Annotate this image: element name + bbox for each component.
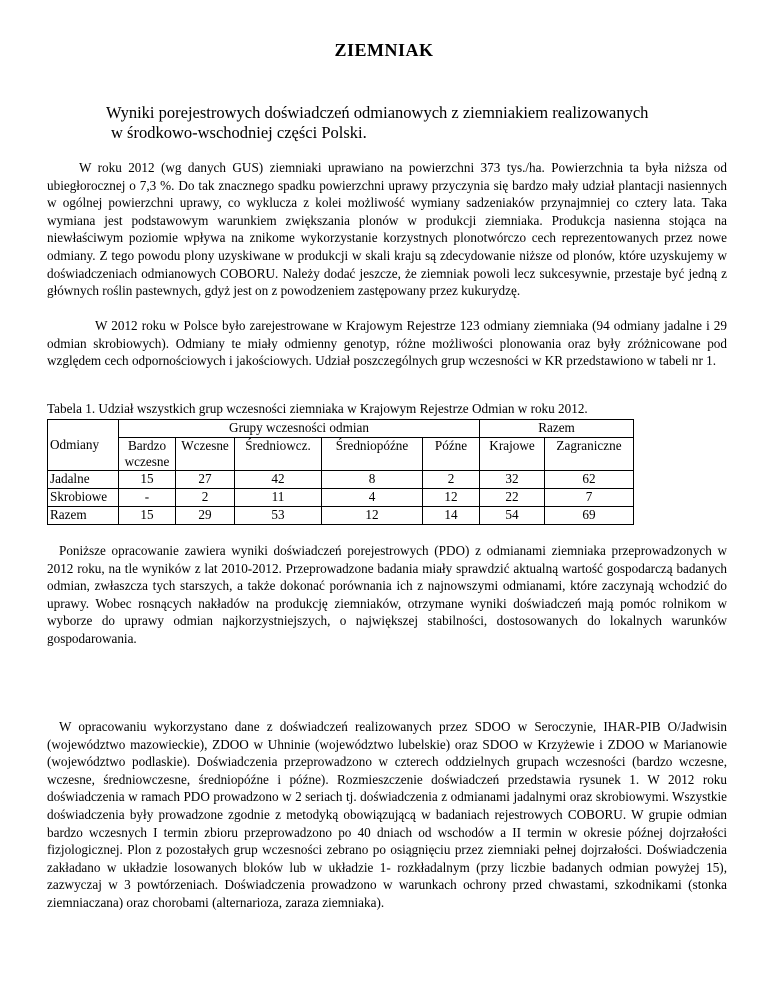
row-label: Skrobiowe — [48, 489, 119, 507]
table-col-wczesne: Wczesne — [176, 438, 235, 471]
table-cell: 29 — [176, 507, 235, 525]
table-cell: 12 — [322, 507, 423, 525]
table-header-groups: Grupy wczesności odmian — [119, 420, 480, 438]
table-col-sredniowczesne: Średniowcz. — [235, 438, 322, 471]
paragraph-1: W roku 2012 (wg danych GUS) ziemniaki uprawiano na powierzchni 373 tys./ha. Powierzchnia ta była niższa od ubiegłorocznej o 7,3 %. Do tak znacznego spadku powierzchni uprawy przyczynia się bardzo mały udział plantacji nasiennych w ogólnej powierzchni uprawy, co wyklucza z kolei możliwość wymiany sadzeniaków przynajmniej co cztery lata. Taka wymiana jest podstawowym warunkiem zwiększania plonów w produkcji ziemniaka. Produkcja nasienna stojąca na niewłaściwym poziomie wpływa na znikome wykorzystanie korzystnych plonotwórczo cech reprezentowanych przez nowe odmiany. Z tego powodu plony uzyskiwane w produkcji w skali kraju są zdecydowanie niższe od plonów, które uzyskujemy w doświadczeniach odmianowych COBORU. Należy dodać jeszcze, że ziemniak powoli lecz sukcesywnie, przestaje być jedną z głównych roślin pastewnych, gdyż jest on z powodzeniem zastępowany przez kukurydzę. — [47, 160, 727, 299]
subtitle-line-1: Wyniki porejestrowych doświadczeń odmianowych z ziemniakiem realizowanych — [106, 103, 649, 122]
paragraph-4: W opracowaniu wykorzystano dane z doświadczeń realizowanych przez SDOO w Seroczynie, IHAR-PIB O/Jadwisin (województwo mazowieckie), ZDOO w Uhninie (województwo lubelskie) oraz SDOO w Krzyżewie i ZDOO w Marianowie (województwo podlaskie). Doświadczenia przeprowadzono w czterech oddzielnych grupach wczesności (bardzo wczesne, wczesne, średniowczesne, średniopóźne i późne). Rozmieszczenie doświadczeń przedstawia rysunek 1. W 2012 roku doświadczenia w ramach PDO prowadzono w 2 seriach tj. doświadczenia z odmianami jadalnymi oraz skrobiowymi. Wszystkie doświadczenia były prowadzone zgodnie z metodyką obowiązującą w badaniach rejestrowych COBORU. W grupie odmian bardzo wczesnych I termin zbioru przeprowadzono po 40 dniach od wschodów a II termin w okresie późnej dojrzałości fizjologicznej. Plon z pozostałych grup wczesności zebrano po osiągnięciu przez ziemniaki pełnej dojrzałości. Doświadczenia zakładano w układzie losowanych bloków lub w układzie 1- rozkładalnym (przy liczbie badanych odmian powyżej 15), zazwyczaj w 3 powtórzeniach. Doświadczenia prowadzono w warunkach ochrony przed chwastami, szkodnikami (stonka ziemniaczana) oraz chorobami (alternarioza, zaraza ziemniaka). — [47, 719, 727, 910]
table-cell: 7 — [545, 489, 634, 507]
paragraph-2: W 2012 roku w Polsce było zarejestrowane w Krajowym Rejestrze 123 odmiany ziemniaka (94 odmiany jadalne i 29 odmian skrobiowych). Odmiany te miały odmienny genotyp, różne możliwości plonowania oraz były zróżnicowane pod względem cech odpornościowych i jakościowych. Udział poszczególnych grup wczesności w KR przedstawiono w tabeli nr 1. — [47, 318, 727, 369]
table-caption: Tabela 1. Udział wszystkich grup wczesności ziemniaka w Krajowym Rejestrze Odmian w roku 2012. — [47, 401, 588, 416]
row-label: Jadalne — [48, 471, 119, 489]
table-cell: 27 — [176, 471, 235, 489]
table-col-bardzo-wczesne — [119, 438, 176, 471]
table-cell: 15 — [119, 471, 176, 489]
table-col-krajowe: Krajowe — [480, 438, 545, 471]
table-header-odmiany: Odmiany — [48, 420, 119, 471]
table-col-sredniopozne: Średniopóźne — [322, 438, 423, 471]
table-cell: 53 — [235, 507, 322, 525]
table-cell: 15 — [119, 507, 176, 525]
table-cell: 2 — [176, 489, 235, 507]
table-1 — [47, 419, 634, 525]
table-cell: 4 — [322, 489, 423, 507]
table-cell: 69 — [545, 507, 634, 525]
table-cell: 54 — [480, 507, 545, 525]
table-cell: 32 — [480, 471, 545, 489]
document-subtitle — [106, 103, 726, 143]
row-label: Razem — [48, 507, 119, 525]
table-header-razem: Razem — [480, 420, 634, 438]
table-col-bardzo: Bardzo — [127, 438, 167, 453]
document-title: ZIEMNIAK — [334, 40, 434, 60]
subtitle-line-2: w środkowo-wschodniej części Polski. — [111, 123, 367, 142]
table-cell: 22 — [480, 489, 545, 507]
table-cell: 8 — [322, 471, 423, 489]
table-cell: - — [119, 489, 176, 507]
table-cell: 62 — [545, 471, 634, 489]
table-row — [48, 507, 634, 525]
table-col-zagraniczne: Zagraniczne — [545, 438, 634, 471]
table-cell: 12 — [423, 489, 480, 507]
table-col-pozne: Późne — [423, 438, 480, 471]
table-cell: 14 — [423, 507, 480, 525]
table-row — [48, 489, 634, 507]
table-cell: 2 — [423, 471, 480, 489]
paragraph-3: Poniższe opracowanie zawiera wyniki doświadczeń porejestrowych (PDO) z odmianami ziemniaka przeprowadzonych w 2012 roku, na tle wyników z lat 2010-2012. Przeprowadzone badania miały sprawdzić aktualną wartość gospodarczą badanych odmian, zwłaszcza tych starszych, a także dokonać porównania ich z najnowszymi odmianami, które zaczynają wchodzić do uprawy. Wobec rosnących nakładów na produkcję ziemniaków, otrzymane wyniki doświadczeń mają pomóc rolnikom w wyborze do uprawy odmian najkorzystniejszych, o największej stabilności, dostosowanych do lokalnych warunków gospodarowania. — [47, 543, 727, 646]
table-row — [48, 471, 634, 489]
table-col-wczesne-line2: wczesne — [124, 454, 170, 469]
table-cell: 11 — [235, 489, 322, 507]
table-cell: 42 — [235, 471, 322, 489]
